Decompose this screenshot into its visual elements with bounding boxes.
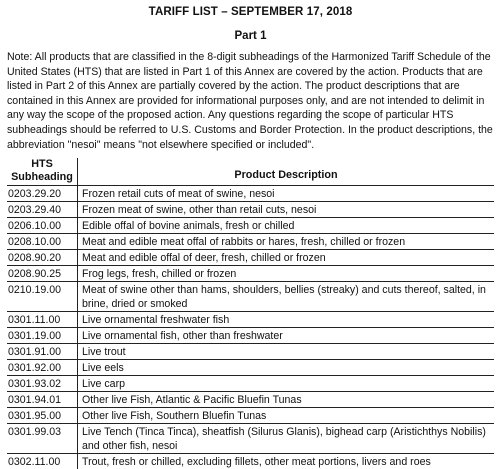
hts-subheading-header [7, 158, 78, 186]
table-row [7, 312, 494, 328]
table-row [7, 392, 494, 408]
hts-code-cell: 0208.90.25 [7, 266, 78, 282]
table-row [7, 376, 494, 392]
hts-code-cell: 0302.11.00 [7, 454, 78, 469]
hts-code-cell: 0210.19.00 [7, 282, 78, 312]
product-description-cell: Live ornamental freshwater fish [78, 312, 495, 328]
table-row [7, 424, 494, 454]
note-paragraph: Note: All products that are classified in the 8-digit subheadings of the Harmonized Tariff Schedule of the United States (HTS) that are listed in Part 1 of this Annex are covered by the action. Products that are listed in Part 2 of this Annex are partially covered by the action. The product descriptions that are contained in this Annex are provided for informational purposes only, and are not intended to delimit in any way the scope of the proposed action. Any questions regarding the scope of particular HTS subheadings should be referred to U.S. Customs and Border Protection. In the product descriptions, the abbreviation "nesoi" means "not elsewhere specified or included". [7, 51, 493, 151]
table-row [7, 186, 494, 202]
table-row [7, 328, 494, 344]
product-description-cell: Edible offal of bovine animals, fresh or chilled [78, 218, 495, 234]
part-heading: Part 1 [234, 30, 267, 42]
table-row [7, 408, 494, 424]
document-title: TARIFF LIST – SEPTEMBER 17, 2018 [148, 6, 353, 18]
hts-code-cell: 0301.99.03 [7, 424, 78, 454]
product-description-cell: Frozen meat of swine, other than retail cuts, nesoi [78, 202, 495, 218]
table-row [7, 218, 494, 234]
product-description-cell: Live ornamental fish, other than freshwater [78, 328, 495, 344]
hts-code-cell: 0301.91.00 [7, 344, 78, 360]
product-description-cell: Frozen retail cuts of meat of swine, nesoi [78, 186, 495, 202]
hts-code-cell: 0301.95.00 [7, 408, 78, 424]
table-row [7, 234, 494, 250]
product-description-cell: Meat and edible offal of deer, fresh, chilled or frozen [78, 250, 495, 266]
hts-code-cell: 0301.11.00 [7, 312, 78, 328]
hts-code-cell: 0301.94.01 [7, 392, 78, 408]
hts-code-cell: 0203.29.20 [7, 186, 78, 202]
table-row [7, 250, 494, 266]
hts-header-line1: HTS [31, 158, 53, 171]
product-description-cell: Meat of swine other than hams, shoulders, bellies (streaky) and cuts thereof, salted, in brine, dried or smoked [78, 282, 495, 312]
tariff-table [7, 158, 494, 469]
table-row [7, 344, 494, 360]
product-description-cell: Trout, fresh or chilled, excluding fillets, other meat portions, livers and roes [82, 455, 431, 468]
hts-header-line2: Subheading [11, 171, 73, 184]
product-description-cell: Frog legs, fresh, chilled or frozen [78, 266, 495, 282]
product-description-cell: Meat and edible meat offal of rabbits or hares, fresh, chilled or frozen [78, 234, 495, 250]
hts-code-cell: 0208.10.00 [7, 234, 78, 250]
product-description-cell: Live eels [78, 360, 495, 376]
table-row [7, 282, 494, 312]
product-description-cell: Live trout [78, 344, 495, 360]
hts-code-cell: 0301.92.00 [7, 360, 78, 376]
product-description-cell: Other live Fish, Southern Bluefin Tunas [78, 408, 495, 424]
product-description-cell: Live Tench (Tinca Tinca), sheatfish (Silurus Glanis), bighead carp (Aristichthys Nobilis) and other fish, nesoi [78, 424, 495, 454]
table-row [7, 202, 494, 218]
hts-code-cell: 0206.10.00 [7, 218, 78, 234]
hts-code-cell: 0301.93.02 [7, 376, 78, 392]
table-row [7, 266, 494, 282]
table-body [7, 186, 494, 469]
hts-code-cell: 0203.29.40 [7, 202, 78, 218]
product-description-cell: Live carp [78, 376, 495, 392]
table-row [7, 454, 494, 469]
product-description-cell: Other live Fish, Atlantic & Pacific Bluefin Tunas [78, 392, 495, 408]
hts-code-cell: 0301.19.00 [7, 328, 78, 344]
product-description-header: Product Description [78, 158, 495, 186]
table-row [7, 360, 494, 376]
hts-code-cell: 0208.90.20 [7, 250, 78, 266]
table-header-row [7, 158, 494, 186]
